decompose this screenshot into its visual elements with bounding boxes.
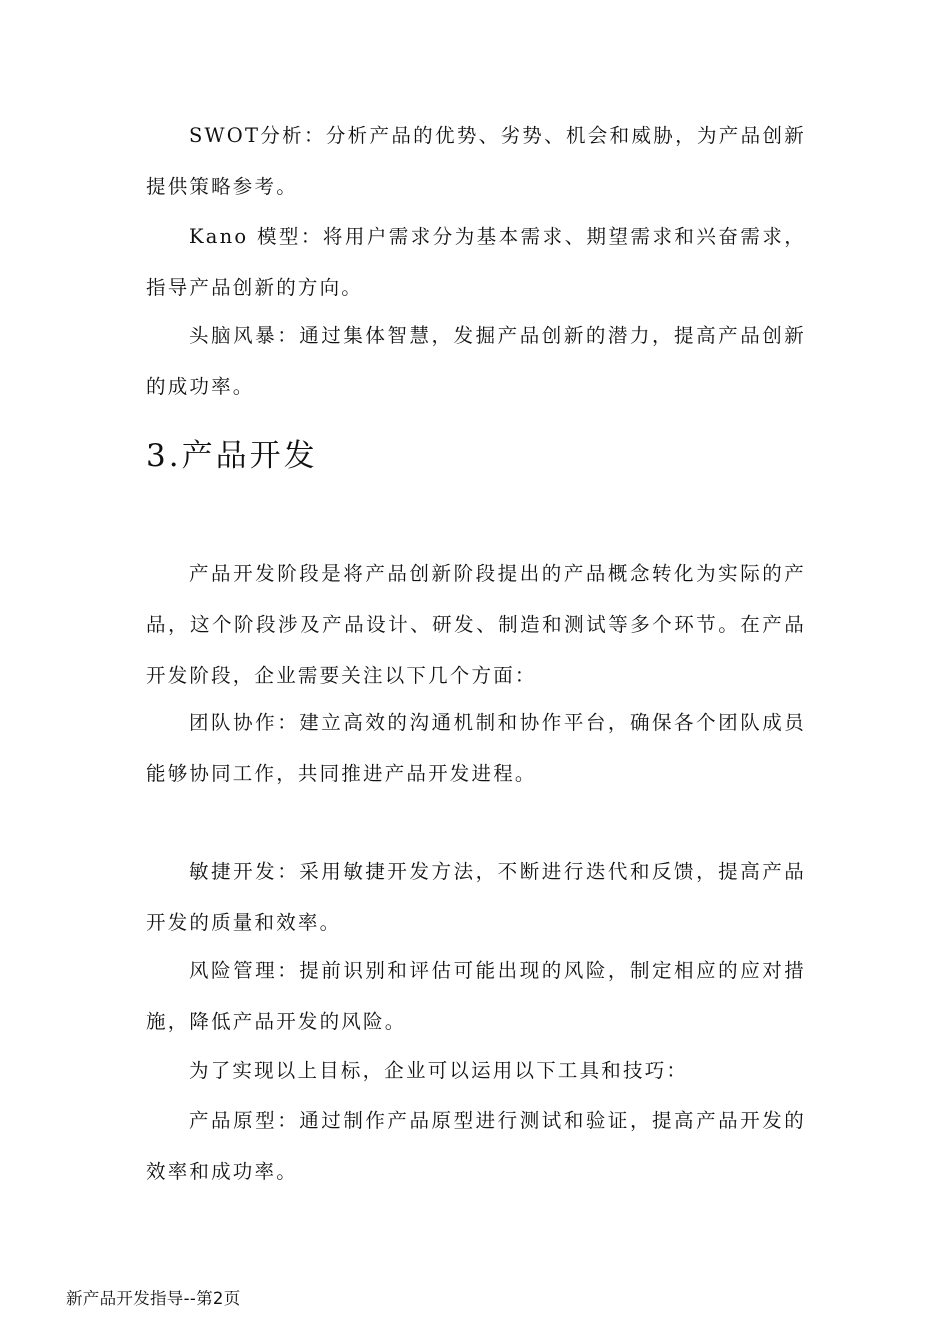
paragraph-prototype: 产品原型：通过制作产品原型进行测试和验证，提高产品开发的效率和成功率。 xyxy=(146,1109,806,1183)
paragraph-risk: 风险管理：提前识别和评估可能出现的风险，制定相应的应对措施，降低产品开发的风险。 xyxy=(146,959,806,1033)
paragraph-dev-intro: 产品开发阶段是将产品创新阶段提出的产品概念转化为实际的产品，这个阶段涉及产品设计、研发、制造和测试等多个环节。在产品开发阶段，企业需要关注以下几个方面： xyxy=(146,562,806,687)
paragraph-teamwork: 团队协作：建立高效的沟通机制和协作平台，确保各个团队成员能够协同工作，共同推进产品开发进程。 xyxy=(146,711,806,785)
paragraph-swot: SWOT分析：分析产品的优势、劣势、机会和威胁，为产品创新提供策略参考。 xyxy=(146,124,806,198)
page-footer: 新产品开发指导--第2页 xyxy=(66,1289,241,1308)
section-heading: 3.产品开发 xyxy=(146,438,318,474)
paragraph-tools-intro: 为了实现以上目标，企业可以运用以下工具和技巧： xyxy=(189,1059,689,1082)
paragraph-brainstorm: 头脑风暴：通过集体智慧，发掘产品创新的潜力，提高产品创新的成功率。 xyxy=(146,324,806,398)
paragraph-agile: 敏捷开发：采用敏捷开发方法，不断进行迭代和反馈，提高产品开发的质量和效率。 xyxy=(146,860,806,934)
paragraph-kano: Kano 模型：将用户需求分为基本需求、期望需求和兴奋需求，指导产品创新的方向。 xyxy=(146,225,806,299)
